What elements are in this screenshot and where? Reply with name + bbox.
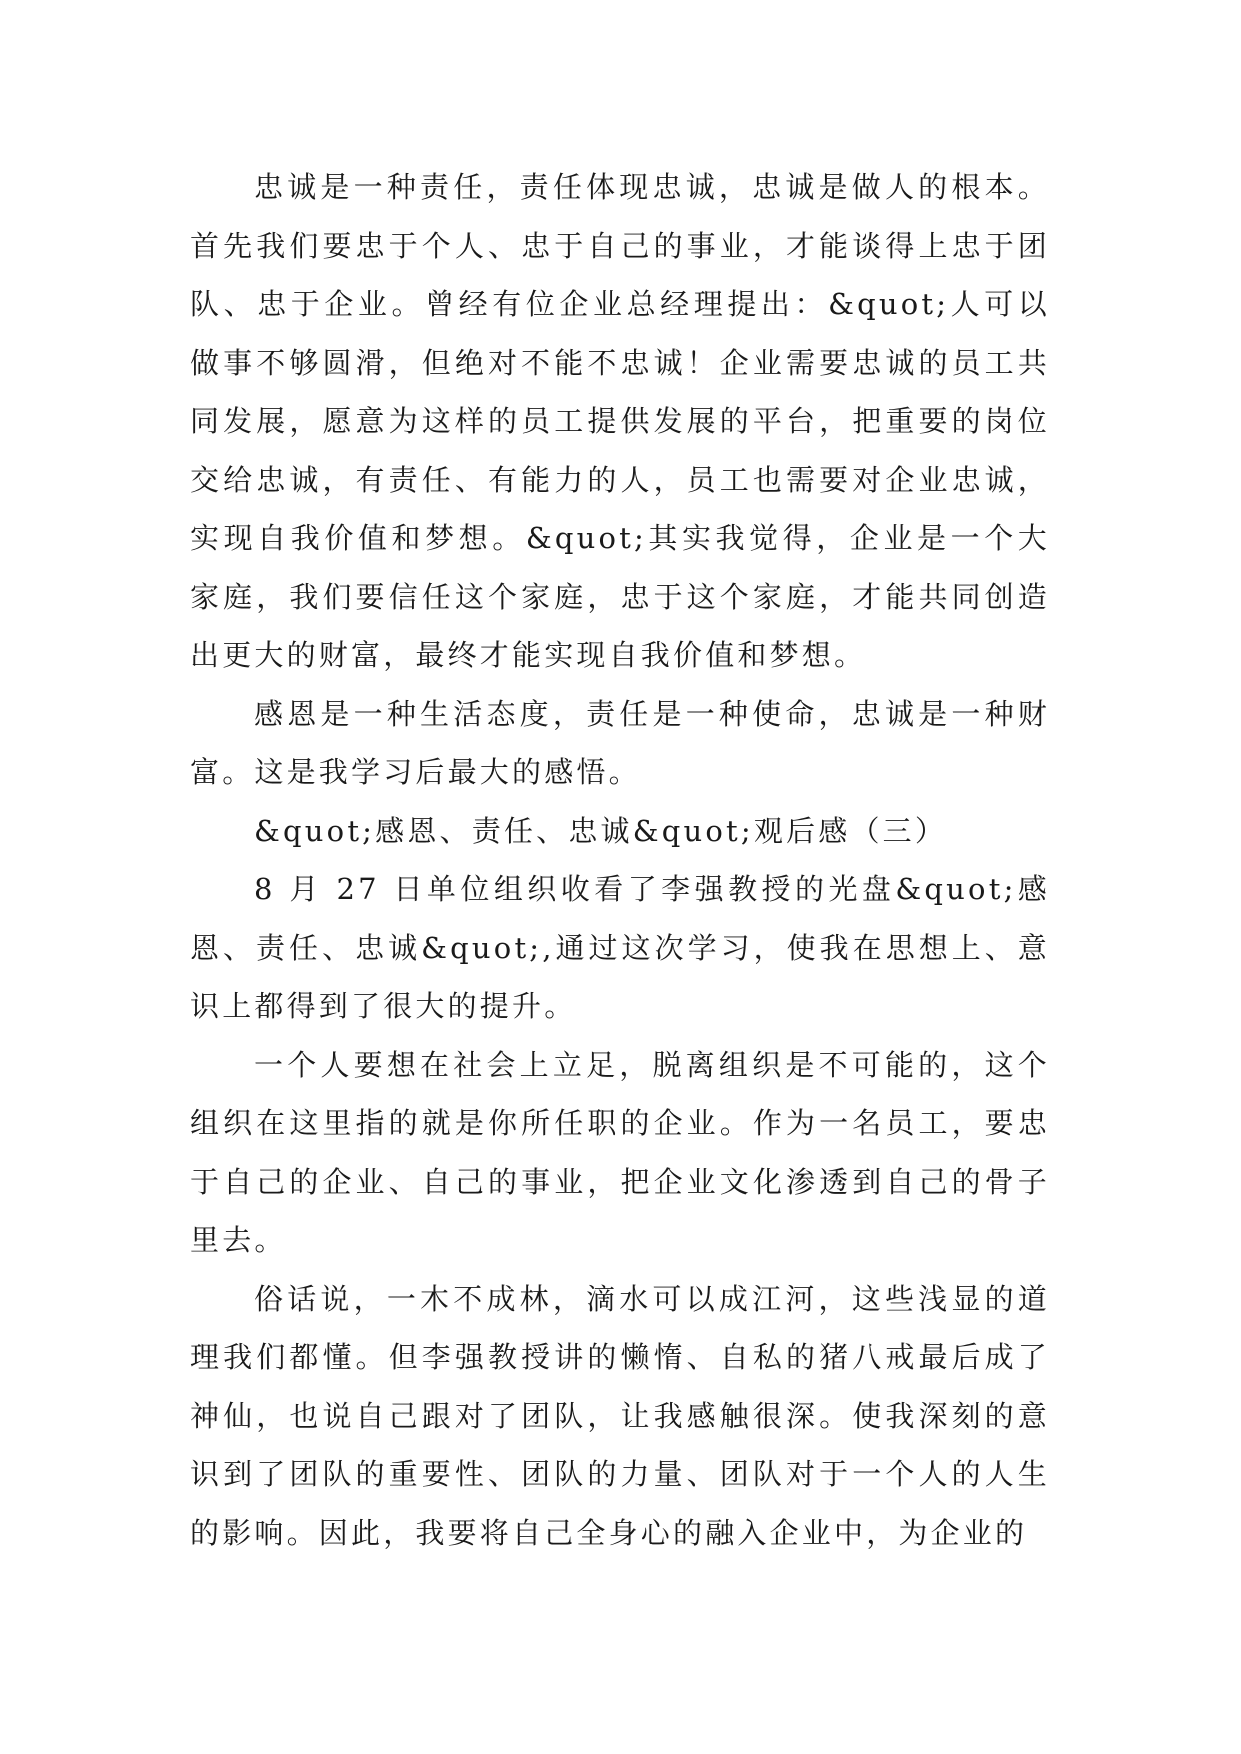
- document-page: [190, 158, 1050, 1562]
- paragraph-summary: 感恩是一种生活态度，责任是一种使命，忠诚是一种财富。这是我学习后最大的感悟。: [190, 696, 1050, 789]
- paragraph-intro: 8 月 27 日单位组织收看了李强教授的光盘&quot;感恩、责任、忠诚&quot;,通过这次学习，使我在思想上、意识上都得到了很大的提升。: [190, 872, 1050, 1023]
- paragraph-teamwork: 俗话说，一木不成林，滴水可以成江河，这些浅显的道理我们都懂。但李强教授讲的懒惰、自私的猪八戒最后成了神仙，也说自己跟对了团队，让我感触很深。使我深刻的意识到了团队的重要性、团队的力量、团队对于一个人的人生的影响。因此，我要将自己全身心的融入企业中，为企业的: [190, 1281, 1050, 1550]
- paragraph-organization: 一个人要想在社会上立足，脱离组织是不可能的，这个组织在这里指的就是你所任职的企业。作为一名员工，要忠于自己的企业、自己的事业，把企业文化渗透到自己的骨子里去。: [190, 1047, 1050, 1257]
- section-heading: &quot;感恩、责任、忠诚&quot;观后感（三）: [254, 813, 948, 848]
- paragraph-loyalty: 忠诚是一种责任，责任体现忠诚，忠诚是做人的根本。首先我们要忠于个人、忠于自己的事业，才能谈得上忠于团队、忠于企业。曾经有位企业总经理提出：&quot;人可以做事不够圆滑，但绝对不能不忠诚！企业需要忠诚的员工共同发展，愿意为这样的员工提供发展的平台，把重要的岗位交给忠诚，有责任、有能力的人，员工也需要对企业忠诚，实现自我价值和梦想。&quot;其实我觉得，企业是一个大家庭，我们要信任这个家庭，忠于这个家庭，才能共同创造出更大的财富，最终才能实现自我价值和梦想。: [190, 170, 1050, 672]
